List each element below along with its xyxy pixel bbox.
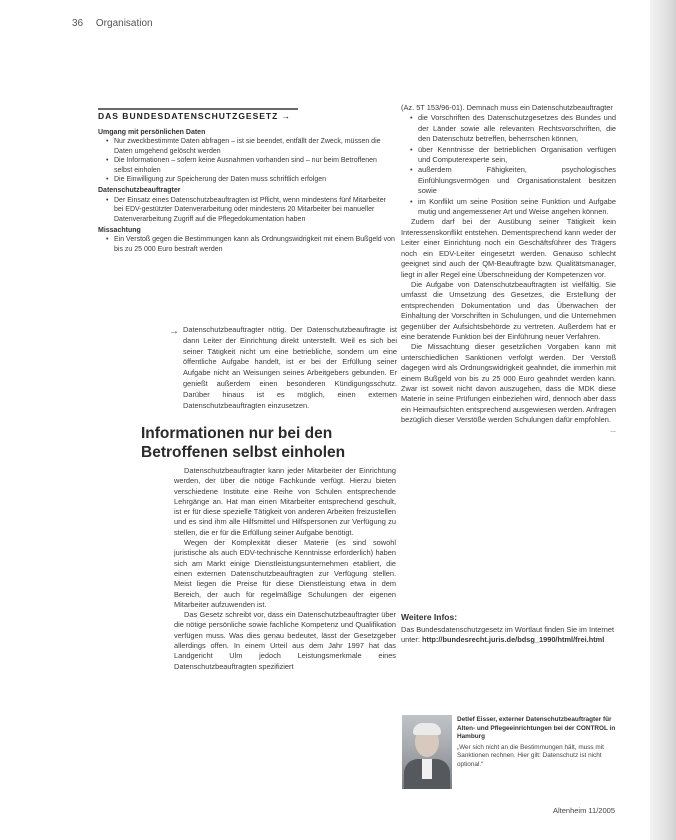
- box-item: • Der Einsatz eines Datenschutzbeauftragten ist Pflicht, wenn mindestens fünf Mitarbeiter bei EDV-gestützter Datenverarbeitung oder mindestens 20 Mitarbeiter bei manueller Datenverarbeitung Zugriff auf die Pflegedokumentation haben: [108, 196, 396, 224]
- author-photo: [402, 715, 452, 789]
- box-heading: Datenschutzbeauftragter: [98, 187, 181, 195]
- body-paragraph: Das Gesetz schreibt vor, dass ein Datenschutzbeauftragter über die nötige persönliche sowie fachliche Kompetenz und Qualifikation verfügen muss. Was dies genau bedeutet, lässt der Gesetzgeber allerdings offen. In einem Urteil aus dem Jahr 1997 hat das Landgericht Ulm jedoch Leistungsmerkmale eines Datenschutzbeauftragten spezifiziert: [174, 610, 396, 671]
- body-paragraph: [401, 342, 616, 434]
- box-heading: Missachtung: [98, 227, 141, 235]
- qualification-item: • außerdem Fähigkeiten, psychologisches Einfühlungsvermögen und Organisationstalent besitzen sowie: [411, 165, 616, 196]
- box-item: • Die Einwilligung zur Speicherung der Daten muss schriftlich erfolgen: [108, 175, 396, 184]
- qualification-item: • im Konflikt um seine Position seine Funktion und Aufgabe mutig und angemessener Art und Weise angehen können.: [411, 197, 616, 218]
- box-rule: [98, 108, 298, 110]
- body-text: Die Missachtung dieser gesetzlichen Vorgaben kann mit unterschiedlichen Sanktionen verfolgt werden. Der Verstoß dagegen wird als Ordnungswidrigkeit geahndet, die immerhin mit einem Bußgeld von bis zu 25 000 Euro geahndet werden kann. Zwar ist soweit nicht davon auszugehen, dass die MDK diese Materie in seine Prüfungen einbeziehen wird, dennoch aber dass ein Heimaufsichten entsprechend ausgewiesen werden. Anfragen bezüglich dieser Verstöße werden Schulungen dafür empfohlen.: [401, 342, 616, 425]
- author-quote: „Wer sich nicht an die Bestimmungen hält, muss mit Sanktionen rechnen. Hier gilt: Datenschutz ist nicht optional.“: [457, 743, 604, 768]
- info-box: [98, 126, 396, 254]
- author-bio: Detlef Eisser, externer Datenschutzbeauftragter für Alten- und Pflegeeinrichtungen bei der CONTROL in Hamburg: [457, 716, 616, 741]
- qualification-item: • die Vorschriften des Datenschutzgesetzes des Bundes und der Länder sowie alle relevanten Rechtsvorschriften, die den Datenschutz betreffen, beherrschen können,: [411, 113, 616, 144]
- info-box-title: DAS BUNDESDATENSCHUTZGESETZ →: [98, 111, 292, 121]
- further-info-link[interactable]: http://bundesrecht.juris.de/bdsg_1990/html/frei.html: [421, 635, 605, 645]
- left-column: [174, 466, 396, 672]
- further-info: [401, 625, 616, 646]
- section-heading: Informationen nur bei den Betroffenen selbst einholen: [141, 425, 346, 461]
- page-header: [72, 18, 153, 29]
- end-mark: ...: [610, 426, 616, 434]
- further-info-title: Weitere Infos:: [401, 612, 458, 622]
- body-paragraph: Zudem darf bei der Ausübung seiner Tätigkeit kein Interessenskonflikt entstehen. Dementsprechend kann weder der Leiter einer Einrichtung noch ein Geschäftsführer des Trägers noch ein EDV-Leiter eingesetzt werden. Genauso schlecht geeignet sind auch der QM-Beauftragte bzw. Qualitätsmanager, liegt in aller Regel eine Überschneidung der Kompetenzen vor.: [401, 217, 616, 279]
- right-column: [401, 103, 616, 436]
- page-edge: [650, 0, 676, 840]
- further-info-text: Das Bundesdatenschutzgesetz im Wortlaut finden Sie im Internet unter:: [401, 625, 615, 645]
- body-paragraph: Wegen der Komplexität dieser Materie (es sind sowohl juristische als auch EDV-technische Kenntnisse erforderlich) haben sich am Markt einige Dienstleistungsunternehmen etabliert, die einen externen Datenschutzbeauftragten zur Verfügung stellen. Meist liegen die Preise für diese Dienstleistung etwa in dem Bereich, der auch für regelmäßige Schulungen der eigenen Mitarbeiter aufzuwenden ist.: [174, 538, 396, 609]
- intro-paragraph: Datenschutzbeauftragter nötig. Der Datenschutzbeauftragte ist dann Leiter der Einrichtung direkt unterstellt. Weil es sich bei seiner Tätigkeit nicht um eine betriebliche, sondern um eine öffentliche Aufgabe handelt, ist er bei der Erfüllung seiner Aufgabe nicht an Weisungen seines Arbeitgebers gebunden. Er genießt außerdem einen besonderen Kündigungsschutz. Darüber hinaus ist es möglich, einen externen Datenschutzbeauftragten einzusetzen.: [183, 325, 397, 410]
- author-caption: [457, 716, 617, 770]
- box-item: • Ein Verstoß gegen die Bestimmungen kann als Ordnungswidrigkeit mit einem Bußgeld von bis zu 25 000 Euro bestraft werden: [108, 235, 396, 254]
- qualification-item: • über Kenntnisse der betrieblichen Organisation verfügen und Computerexperte sein,: [411, 145, 616, 166]
- body-paragraph: Die Aufgabe von Datenschutzbeauftragten ist vielfältig. Sie umfasst die Umsetzung des Gesetzes, die Erstellung der entsprechenden Dokumentation und das Überwachen der Einhaltung der Vorschriften in Schulungen, und die Unternehmen gegenüber der Aufsichtsbehörde zu vertreten. Außerdem hat er eine beratende Funktion bei der Einführung neuer Verfahren.: [401, 279, 616, 341]
- arrow-icon: →: [169, 326, 179, 337]
- box-heading: Umgang mit persönlichen Daten: [98, 129, 206, 136]
- body-paragraph: Datenschutzbeauftragter kann jeder Mitarbeiter der Einrichtung werden, der über die nötige Fachkunde verfügt. Hierzu bieten verschiedene Institute eine Reihe von Schulen entsprechende Lehrgänge an. Hat man einen Mitarbeiter entsprechend geschult, ist er für diese spezielle Tätigkeit von anderen Arbeiten freizustellen und es sind ihm alle Hilfsmittel und Hilfspersonen zur Verfügung zu stellen, die er für die Erfüllung seiner Aufgabe benötigt.: [174, 466, 396, 537]
- page-footer: Altenheim 11/2005: [553, 806, 615, 815]
- page-number: 36: [72, 18, 84, 29]
- section-title: Organisation: [95, 18, 153, 29]
- box-item: • Die Informationen – sofern keine Ausnahmen vorhanden sind – nur beim Betroffenen selbst einholen: [108, 156, 396, 175]
- body-paragraph: (Az. 5T 153/96-01). Demnach muss ein Datenschutzbeauftragter: [401, 103, 613, 112]
- box-item: • Nur zweckbestimmte Daten abfragen – ist sie beendet, entfällt der Zweck, müssen die Daten umgehend gelöscht werden: [108, 137, 396, 156]
